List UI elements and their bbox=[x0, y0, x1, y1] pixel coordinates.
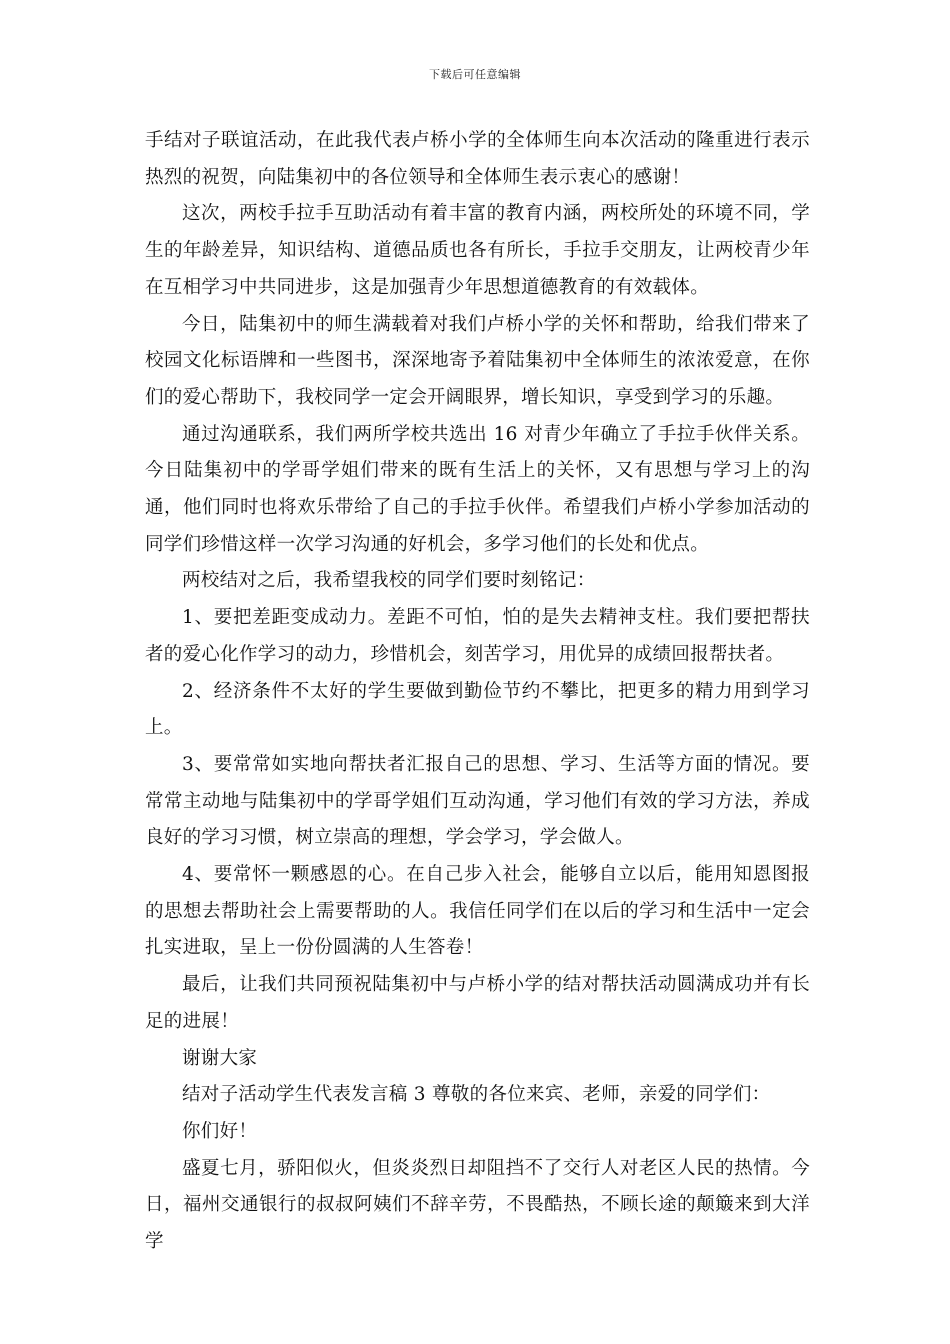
paragraph: 两校结对之后，我希望我校的同学们要时刻铭记： bbox=[182, 570, 596, 592]
paragraph: 这次，两校手拉手互助活动有着丰富的教育内涵，两校所处的环境不同，学生的年龄差异，知识结构、道德品质也各有所长，手拉手交朋友，让两校青少年在互相学习中共同进步，这是加强青少年思想道德教育的有效载体。 bbox=[145, 203, 810, 298]
paragraph: 今日，陆集初中的师生满载着对我们卢桥小学的关怀和帮助，给我们带来了校园文化标语牌和一些图书，深深地寄予着陆集初中全体师生的浓浓爱意，在你们的爱心帮助下，我校同学一定会开阔眼界，增长知识，享受到学习的乐趣。 bbox=[145, 313, 810, 408]
paragraph: 手结对子联谊活动，在此我代表卢桥小学的全体师生向本次活动的隆重进行表示热烈的祝贺，向陆集初中的各位领导和全体师生表示衷心的感谢！ bbox=[145, 130, 810, 188]
list-item: 3、要常常如实地向帮扶者汇报自己的思想、学习、生活等方面的情况。要常常主动地与陆集初中的学哥学姐们互动沟通，学习他们有效的学习方法，养成良好的学习习惯，树立崇高的理想，学会学习，学会做人。 bbox=[145, 753, 810, 849]
list-item: 1、要把差距变成动力。差距不可怕，怕的是失去精神支柱。我们要把帮扶者的爱心化作学习的动力，珍惜机会，刻苦学习，用优异的成绩回报帮扶者。 bbox=[145, 607, 810, 665]
page-header: 下载后可任意编辑 bbox=[429, 68, 521, 81]
greeting: 你们好！ bbox=[182, 1120, 258, 1142]
paragraph: 通过沟通联系，我们两所学校共选出 16 对青少年确立了手拉手伙伴关系。今日陆集初中的学哥学姐们带来的既有生活上的关怀，又有思想与学习上的沟通，他们同时也将欢乐带给了自己的手拉手伙伴。希望我们卢桥小学参加活动的同学们珍惜这样一次学习沟通的好机会，多学习他们的长处和优点。 bbox=[145, 423, 810, 555]
paragraph: 最后，让我们共同预祝陆集初中与卢桥小学的结对帮扶活动圆满成功并有长足的进展！ bbox=[145, 974, 810, 1032]
list-item: 4、要常怀一颗感恩的心。在自己步入社会，能够自立以后，能用知恩图报的思想去帮助社会上需要帮助的人。我信任同学们在以后的学习和生活中一定会扎实进取，呈上一份份圆满的人生答卷！ bbox=[145, 864, 810, 959]
document-body bbox=[145, 123, 810, 1261]
section-title: 结对子活动学生代表发言稿 3 尊敬的各位来宾、老师，亲爱的同学们： bbox=[182, 1084, 771, 1106]
closing-line: 谢谢大家 bbox=[182, 1047, 258, 1069]
paragraph: 盛夏七月，骄阳似火，但炎炎烈日却阻挡不了交行人对老区人民的热情。今日，福州交通银行的叔叔阿姨们不辞辛劳，不畏酷热，不顾长途的颠簸来到大洋学 bbox=[145, 1157, 810, 1253]
list-item: 2、经济条件不太好的学生要做到勤俭节约不攀比，把更多的精力用到学习上。 bbox=[145, 680, 810, 739]
